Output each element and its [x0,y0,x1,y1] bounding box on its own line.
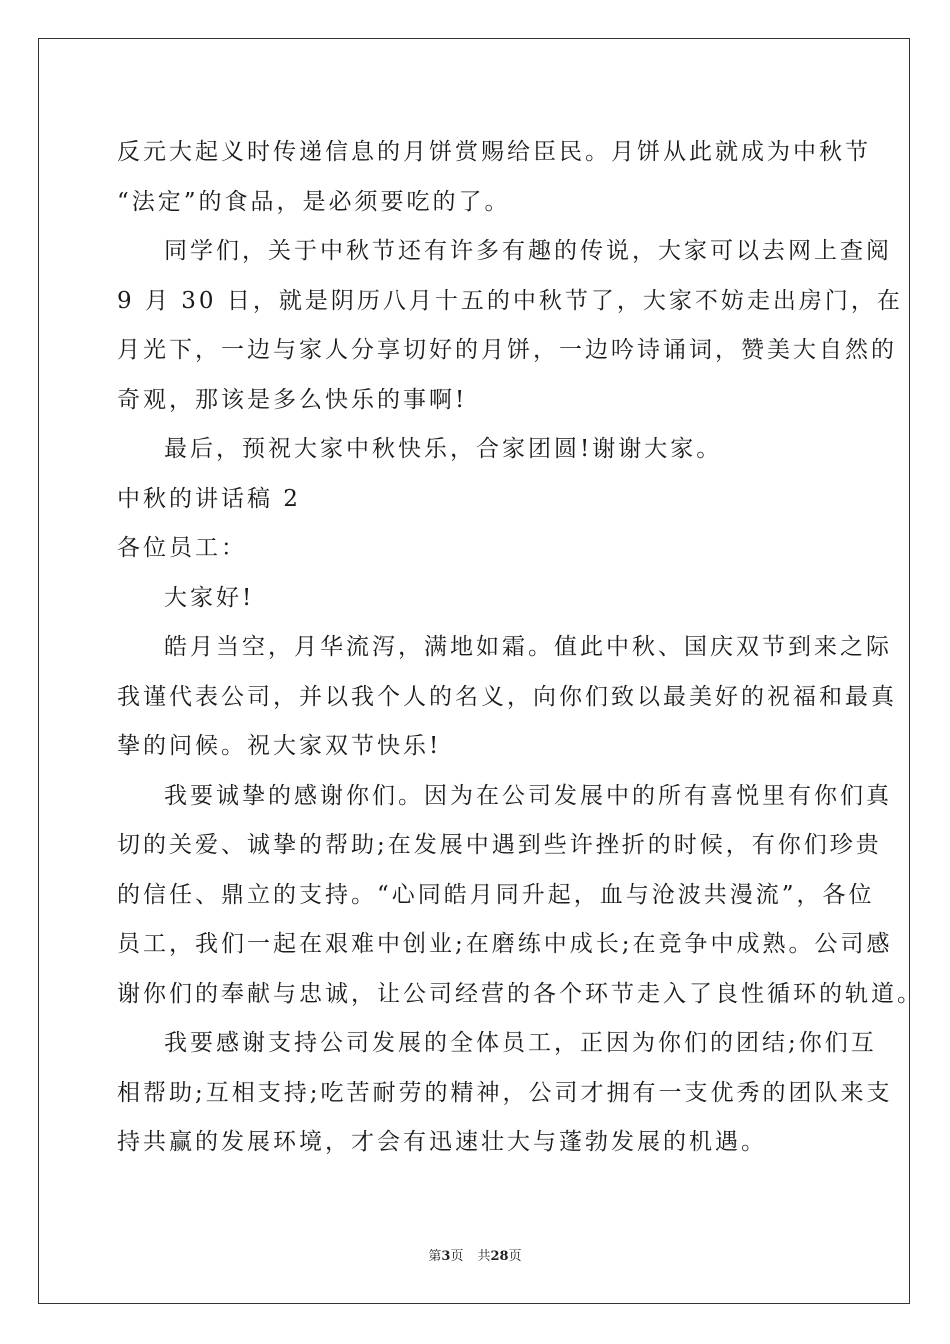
text-line: 我谨代表公司，并以我个人的名义，向你们致以最美好的祝福和最真 [117,683,897,710]
text-line: 相帮助;互相支持;吃苦耐劳的精神，公司才拥有一支优秀的团队来支 [117,1079,893,1106]
text-line: 我要诚挚的感谢你们。因为在公司发展中的所有喜悦里有你们真 [164,782,892,809]
text-line: 皓月当空，月华流泻，满地如霜。值此中秋、国庆双节到来之际 [164,634,892,660]
text-line: 9 月 30 日，就是阴历八月十五的中秋节了，大家不妨走出房门，在 [117,287,903,314]
text-line: “法定”的食品，是必须要吃的了。 [117,188,511,215]
text-line: 员工，我们一起在艰难中创业;在磨练中成长;在竞争中成熟。公司感 [117,931,893,957]
text-line: 奇观，那该是多么快乐的事啊! [117,386,468,413]
text-line: 切的关爱、诚挚的帮助;在发展中遇到些许挫折的时候，有你们珍贵 [117,832,882,858]
text-line: 的信任、鼎立的支持。“心同皓月同升起，血与沧波共漫流”，各位 [117,881,875,908]
text-line: 中秋的讲话稿 2 [117,485,301,512]
total-page-count: 28 [490,1249,509,1264]
text-line: 反元大起义时传递信息的月饼赏赐给臣民。月饼从此就成为中秋节 [117,139,871,165]
text-line: 各位员工： [117,535,247,561]
text-line: 同学们，关于中秋节还有许多有趣的传说，大家可以去网上查阅 [164,238,892,264]
footer-page-word: 页 [450,1249,464,1264]
text-line: 我要感谢支持公司发展的全体员工，正因为你们的团结;你们互 [164,1030,877,1056]
text-line: 持共赢的发展环境，才会有迅速壮大与蓬勃发展的机遇。 [117,1129,767,1155]
text-line: 大家好! [164,584,255,611]
text-line: 最后，预祝大家中秋快乐，合家团圆!谢谢大家。 [164,436,723,462]
document-body [117,128,923,1168]
footer-prefix: 第 [428,1249,442,1264]
footer-total-prefix: 共 [477,1249,491,1264]
page-footer [0,1245,950,1264]
footer-total-suffix: 页 [508,1249,522,1264]
text-line: 月光下，一边与家人分享切好的月饼，一边吟诗诵词，赞美大自然的 [117,337,897,363]
current-page-number: 3 [441,1249,451,1264]
text-line: 挚的问候。祝大家双节快乐! [117,733,442,759]
text-line: 谢你们的奉献与忠诚，让公司经营的各个环节走入了良性循环的轨道。 [117,980,923,1007]
